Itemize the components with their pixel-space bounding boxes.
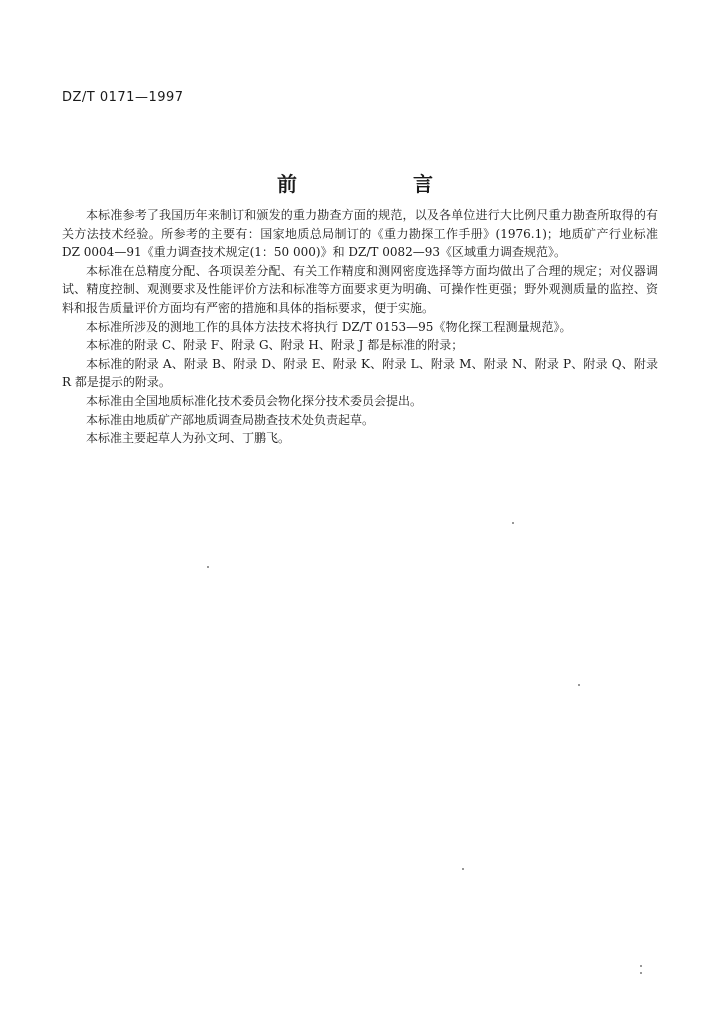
- paragraph-survey-methods: 本标准所涉及的测地工作的具体方法技术将执行 DZ/T 0153—95《物化探工程测量规范》。: [86, 319, 572, 334]
- paragraph-proposer: 本标准由全国地质标准化技术委员会物化探分技术委员会提出。: [86, 393, 423, 408]
- scan-speck: [640, 965, 642, 967]
- scan-speck: [462, 868, 464, 870]
- scan-speck: [578, 684, 580, 686]
- scan-speck: [207, 566, 209, 568]
- paragraph-drafting-unit: 本标准由地质矿产部地质调查局勘查技术处负责起草。: [86, 412, 375, 427]
- section-title: 前 言: [277, 172, 481, 196]
- scan-speck: [512, 522, 514, 524]
- paragraph-normative-annexes: 本标准的附录 C、附录 F、附录 G、附录 H、附录 J 都是标准的附录；: [86, 338, 464, 353]
- paragraph-improvements: 本标准在总精度分配、各项误差分配、有关工作精度和测网密度选择等方面均做出了合理的规定；对仪器调试、精度控制、观测要求及性能评价方法和标准等方面要求更为明确、可操作性更强；野外观测质量的监控、资料和报告质量评价方面均有严密的措施和具体的指标要求，便于实施。: [62, 263, 658, 315]
- paragraph-references: 本标准参考了我国历年来制订和颁发的重力勘查方面的规范，以及各单位进行大比例尺重力勘查所取得的有关方法技术经验。所参考的主要有：国家地质总局制订的《重力勘探工作手册》(1976.1)；地质矿产行业标准 DZ 0004—91《重力调查技术规定(1：50 000)》和 DZ/T 0082—93《区域重力调查规范》。: [62, 208, 658, 260]
- scan-speck: [640, 972, 642, 974]
- foreword-body: [62, 206, 658, 448]
- standard-code: DZ/T 0171—1997: [62, 90, 184, 105]
- paragraph-informative-annexes: 本标准的附录 A、附录 B、附录 D、附录 E、附录 K、附录 L、附录 M、附录 N、附录 P、附录 Q、附录 R 都是提示的附录。: [62, 356, 658, 390]
- paragraph-drafters: 本标准主要起草人为孙文珂、丁鹏飞。: [86, 431, 291, 446]
